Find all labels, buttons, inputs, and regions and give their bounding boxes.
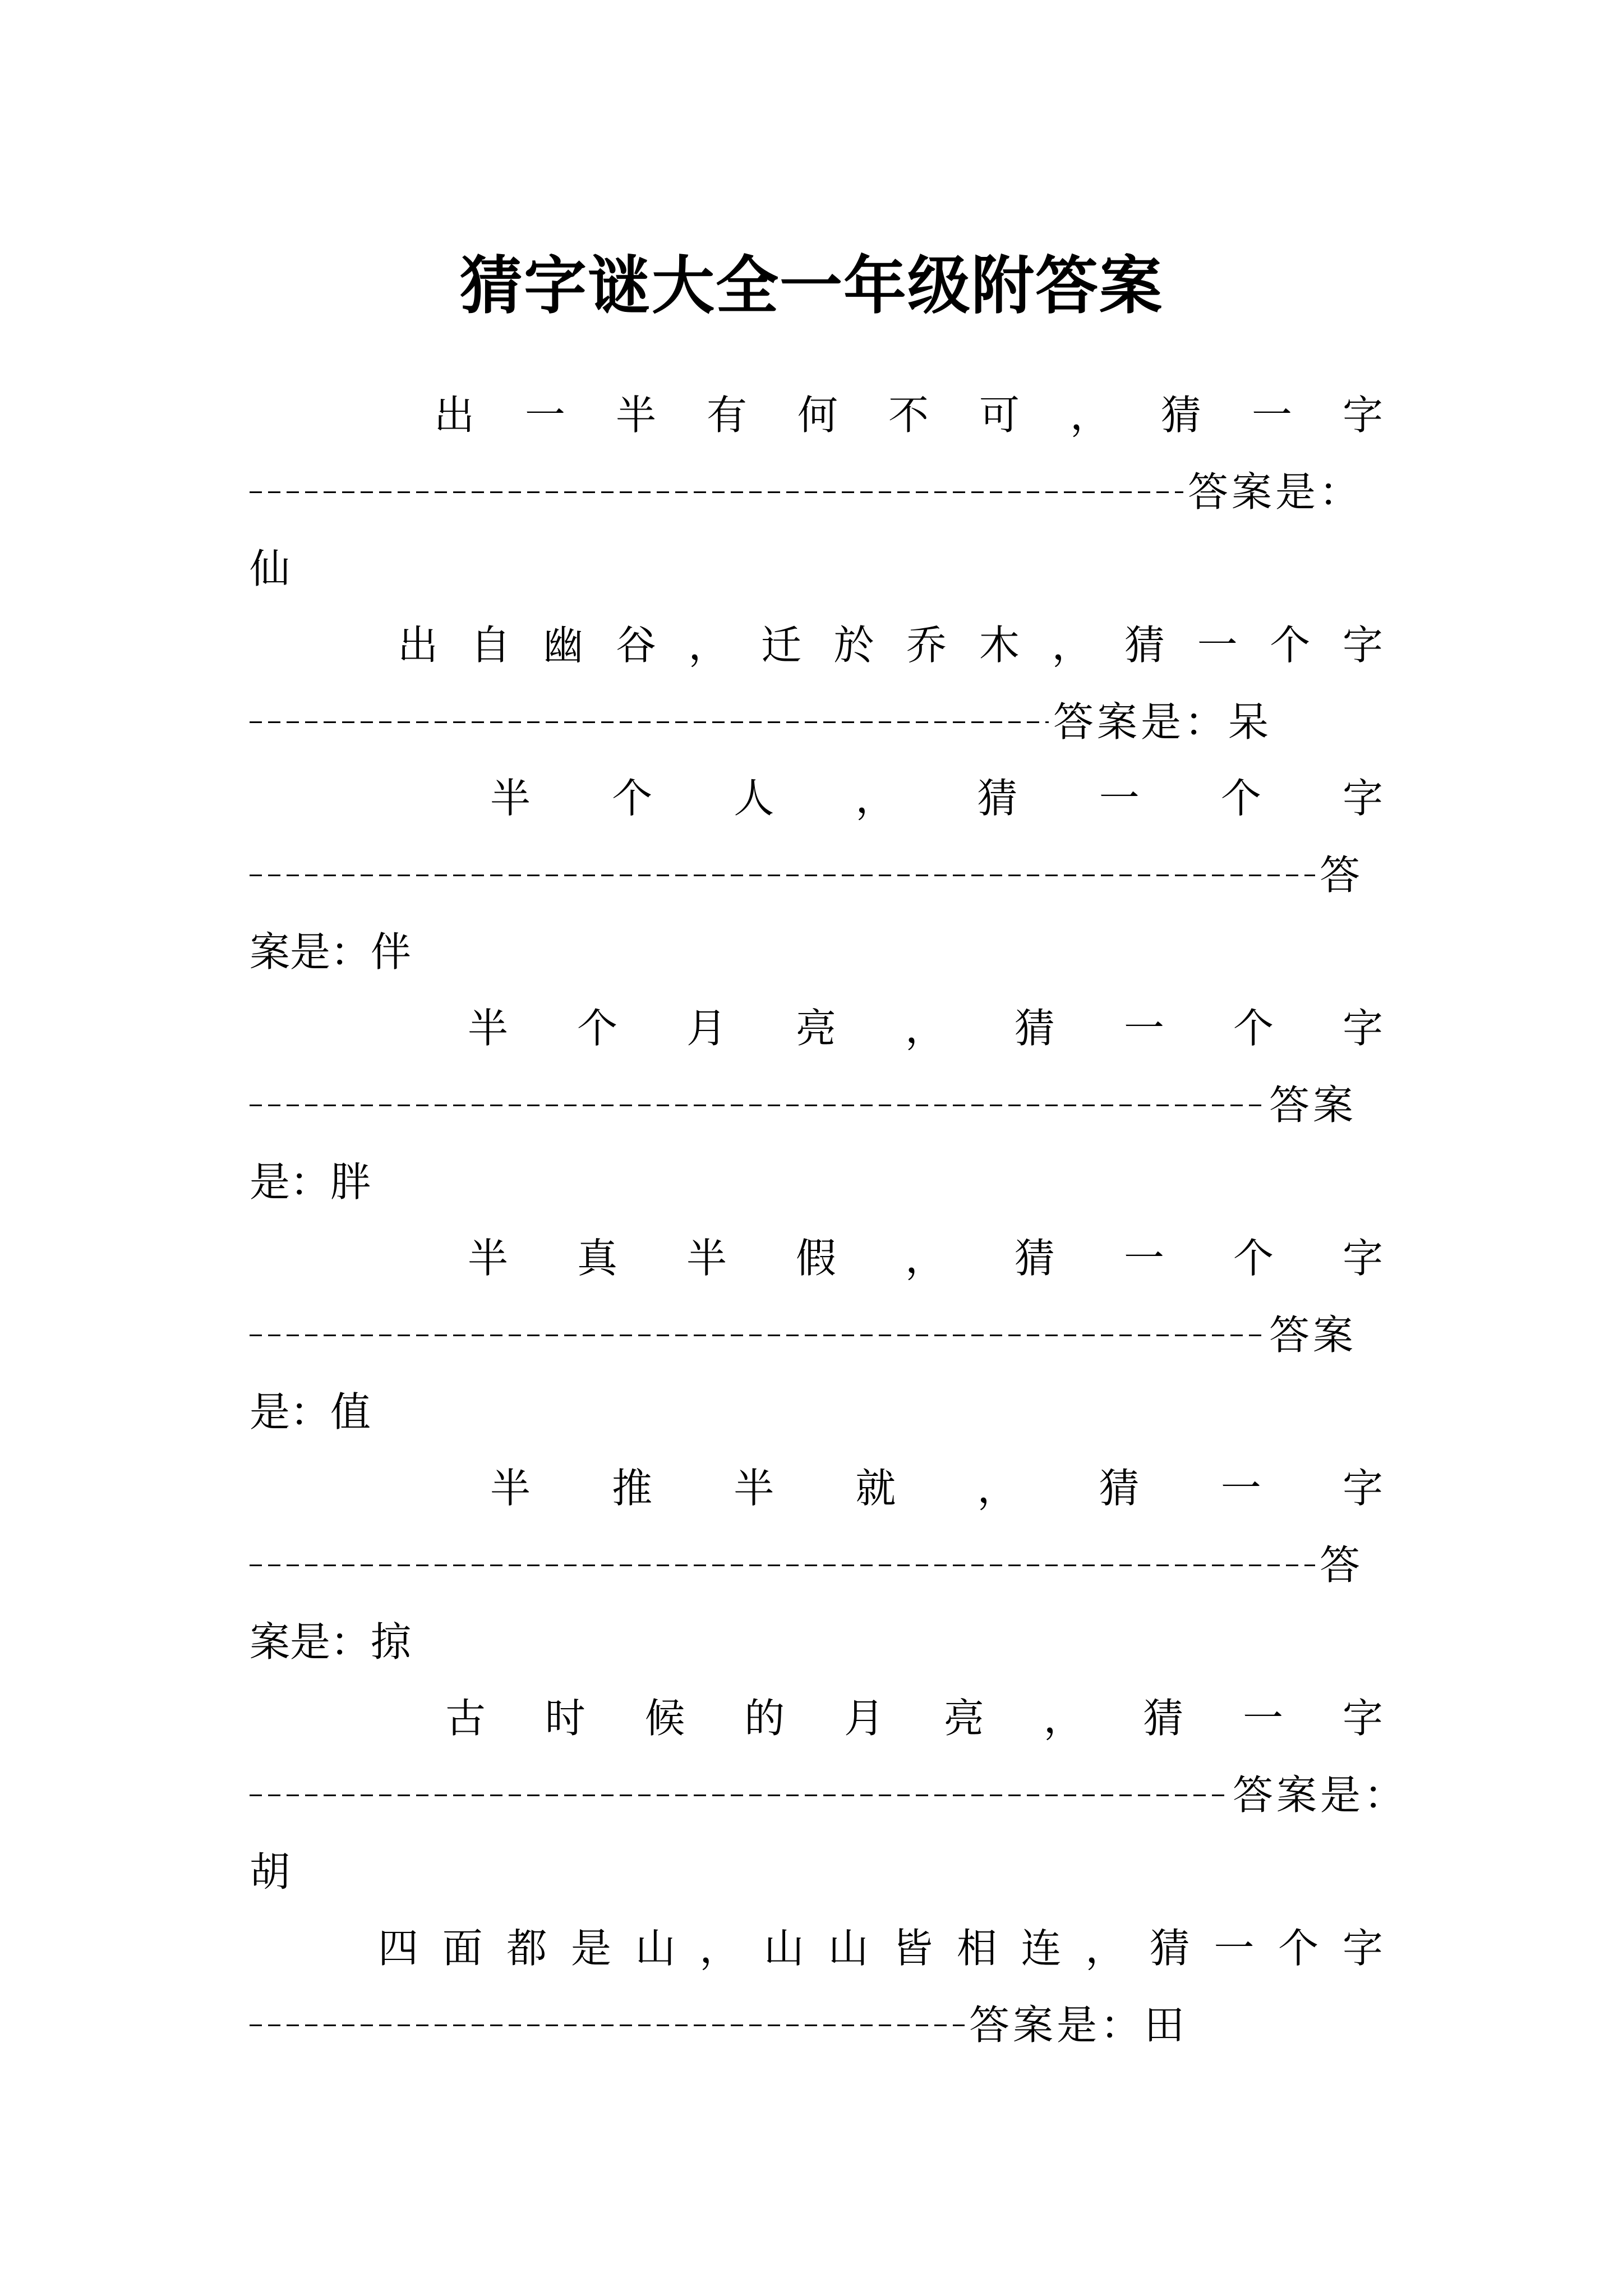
riddle-item <box>0 765 1623 989</box>
question-char: 猜 <box>1149 1925 1190 1972</box>
riddle-answer-line <box>250 1301 1357 1369</box>
riddle-answer-line <box>250 1991 1188 2059</box>
question-char: ， <box>1052 622 1092 669</box>
question-char: 字 <box>1342 392 1383 439</box>
question-char: 个 <box>1220 775 1261 822</box>
answer-continuation: 是：胖 <box>250 1158 371 1205</box>
question-char: 推 <box>612 1465 653 1512</box>
riddle-item <box>0 381 1623 606</box>
riddle-question <box>0 1915 1623 1982</box>
question-char: 半 <box>686 1235 727 1282</box>
question-char: 半 <box>467 1005 508 1052</box>
question-char: 猜 <box>1014 1235 1055 1282</box>
riddle-question <box>0 381 1623 449</box>
answer-blank-dashes <box>250 721 1049 723</box>
question-char: ， <box>977 1465 1018 1512</box>
answer-continuation: 是：值 <box>250 1388 371 1435</box>
question-char: 是 <box>570 1925 611 1972</box>
answer-continuation: 仙 <box>250 545 291 592</box>
question-char: 山 <box>635 1925 676 1972</box>
question-char: ， <box>1085 1925 1126 1972</box>
question-char: 一 <box>1123 1235 1164 1282</box>
answer-label: 答案 <box>1269 1312 1357 1359</box>
question-char: ， <box>699 1925 740 1972</box>
page-title: 猜字谜大全一年级附答案 <box>460 249 1163 323</box>
answer-blank-dashes <box>250 1105 1265 1106</box>
question-char: 一 <box>1197 622 1238 669</box>
question-char: 假 <box>795 1235 836 1282</box>
question-char: 字 <box>1342 1695 1383 1742</box>
question-char: 真 <box>577 1235 617 1282</box>
question-char: 亮 <box>795 1005 836 1052</box>
answer-label: 答 <box>1320 852 1364 899</box>
question-char: 一 <box>1251 392 1292 439</box>
question-char: 人 <box>734 775 774 822</box>
question-char: 皆 <box>892 1925 933 1972</box>
question-char: 迁 <box>761 622 802 669</box>
riddle-question <box>0 1685 1623 1752</box>
question-char: 半 <box>734 1465 774 1512</box>
question-char: 亮 <box>943 1695 984 1742</box>
question-char: 相 <box>956 1925 997 1972</box>
question-char: 猜 <box>1143 1695 1184 1742</box>
question-char: 就 <box>855 1465 896 1512</box>
riddle-item <box>0 1915 1623 2139</box>
question-char: 一 <box>1220 1465 1261 1512</box>
question-char: 一 <box>1099 775 1140 822</box>
question-char: 个 <box>1233 1005 1274 1052</box>
question-char: 幽 <box>543 622 584 669</box>
riddle-item <box>0 1455 1623 1679</box>
answer-continuation: 案是：掠 <box>250 1618 412 1665</box>
question-char: 字 <box>1342 1465 1383 1512</box>
question-char: 都 <box>506 1925 547 1972</box>
question-char: 於 <box>833 622 874 669</box>
riddle-question <box>0 995 1623 1062</box>
question-char: 猜 <box>1099 1465 1140 1512</box>
question-char: ， <box>1069 392 1110 439</box>
question-char: 出 <box>397 622 438 669</box>
question-char: 一 <box>1123 1005 1164 1052</box>
question-char: 谷 <box>615 622 656 669</box>
question-char: ， <box>1043 1695 1084 1742</box>
question-char: 一 <box>1243 1695 1284 1742</box>
question-char: 个 <box>1233 1235 1274 1282</box>
answer-label: 答案是： <box>1233 1772 1408 1819</box>
question-char: 猜 <box>1160 392 1201 439</box>
riddle-answer-line <box>250 841 1363 909</box>
question-char: 猜 <box>977 775 1018 822</box>
riddle-answer-line <box>250 1071 1357 1139</box>
question-char: 一 <box>524 392 565 439</box>
question-char: 字 <box>1342 775 1383 822</box>
question-char: 何 <box>797 392 838 439</box>
question-char: 个 <box>1278 1925 1319 1972</box>
question-char: 字 <box>1342 1005 1383 1052</box>
question-char: 木 <box>979 622 1020 669</box>
question-char: 山 <box>763 1925 804 1972</box>
question-char: ， <box>905 1005 946 1052</box>
question-char: 猜 <box>1124 622 1165 669</box>
answer-blank-dashes <box>250 1335 1265 1336</box>
riddle-item <box>0 1685 1623 1909</box>
question-char: ， <box>855 775 896 822</box>
riddle-item <box>0 1225 1623 1449</box>
question-char: 个 <box>1270 622 1311 669</box>
answer-blank-dashes <box>250 491 1183 493</box>
riddle-answer-line <box>250 1531 1363 1599</box>
answer-label: 答案是：田 <box>969 2001 1188 2049</box>
question-char: 半 <box>490 1465 531 1512</box>
question-char: 字 <box>1342 1925 1383 1972</box>
question-char: ， <box>905 1235 946 1282</box>
riddle-answer-line <box>250 688 1272 756</box>
riddle-question <box>0 1455 1623 1522</box>
riddle-answer-line <box>250 1761 1408 1829</box>
question-char: 古 <box>445 1695 486 1742</box>
question-char: 字 <box>1342 1235 1383 1282</box>
answer-continuation: 胡 <box>250 1848 291 1895</box>
question-char: 个 <box>577 1005 617 1052</box>
question-char: 四 <box>377 1925 418 1972</box>
question-char: 自 <box>470 622 511 669</box>
question-char: 有 <box>706 392 747 439</box>
question-char: 可 <box>979 392 1020 439</box>
question-char: 时 <box>545 1695 585 1742</box>
question-char: 出 <box>434 392 474 439</box>
question-char: 一 <box>1214 1925 1255 1972</box>
question-char: 山 <box>828 1925 869 1972</box>
question-char: 猜 <box>1014 1005 1055 1052</box>
question-char: 的 <box>744 1695 785 1742</box>
riddle-question <box>0 611 1623 679</box>
riddle-item <box>0 995 1623 1219</box>
answer-label: 答案是： <box>1188 468 1363 516</box>
question-char: 半 <box>615 392 656 439</box>
question-char: 连 <box>1021 1925 1062 1972</box>
answer-label: 答案是：呆 <box>1053 698 1272 746</box>
question-char: 候 <box>644 1695 685 1742</box>
question-char: ， <box>688 622 729 669</box>
answer-blank-dashes <box>250 1565 1315 1566</box>
riddle-question <box>0 765 1623 832</box>
answer-label: 答案 <box>1269 1082 1357 1129</box>
question-char: 半 <box>467 1235 508 1282</box>
answer-blank-dashes <box>250 1795 1228 1796</box>
riddle-question <box>0 1225 1623 1292</box>
question-char: 面 <box>442 1925 483 1972</box>
riddle-answer-line <box>250 458 1363 526</box>
question-char: 个 <box>612 775 653 822</box>
question-char: 乔 <box>906 622 947 669</box>
answer-blank-dashes <box>250 875 1315 876</box>
answer-blank-dashes <box>250 2024 965 2026</box>
question-char: 半 <box>490 775 531 822</box>
question-char: 月 <box>844 1695 885 1742</box>
question-char: 月 <box>686 1005 727 1052</box>
answer-continuation: 案是：伴 <box>250 928 412 976</box>
answer-label: 答 <box>1320 1542 1364 1589</box>
question-char: 字 <box>1342 622 1383 669</box>
question-char: 不 <box>888 392 929 439</box>
